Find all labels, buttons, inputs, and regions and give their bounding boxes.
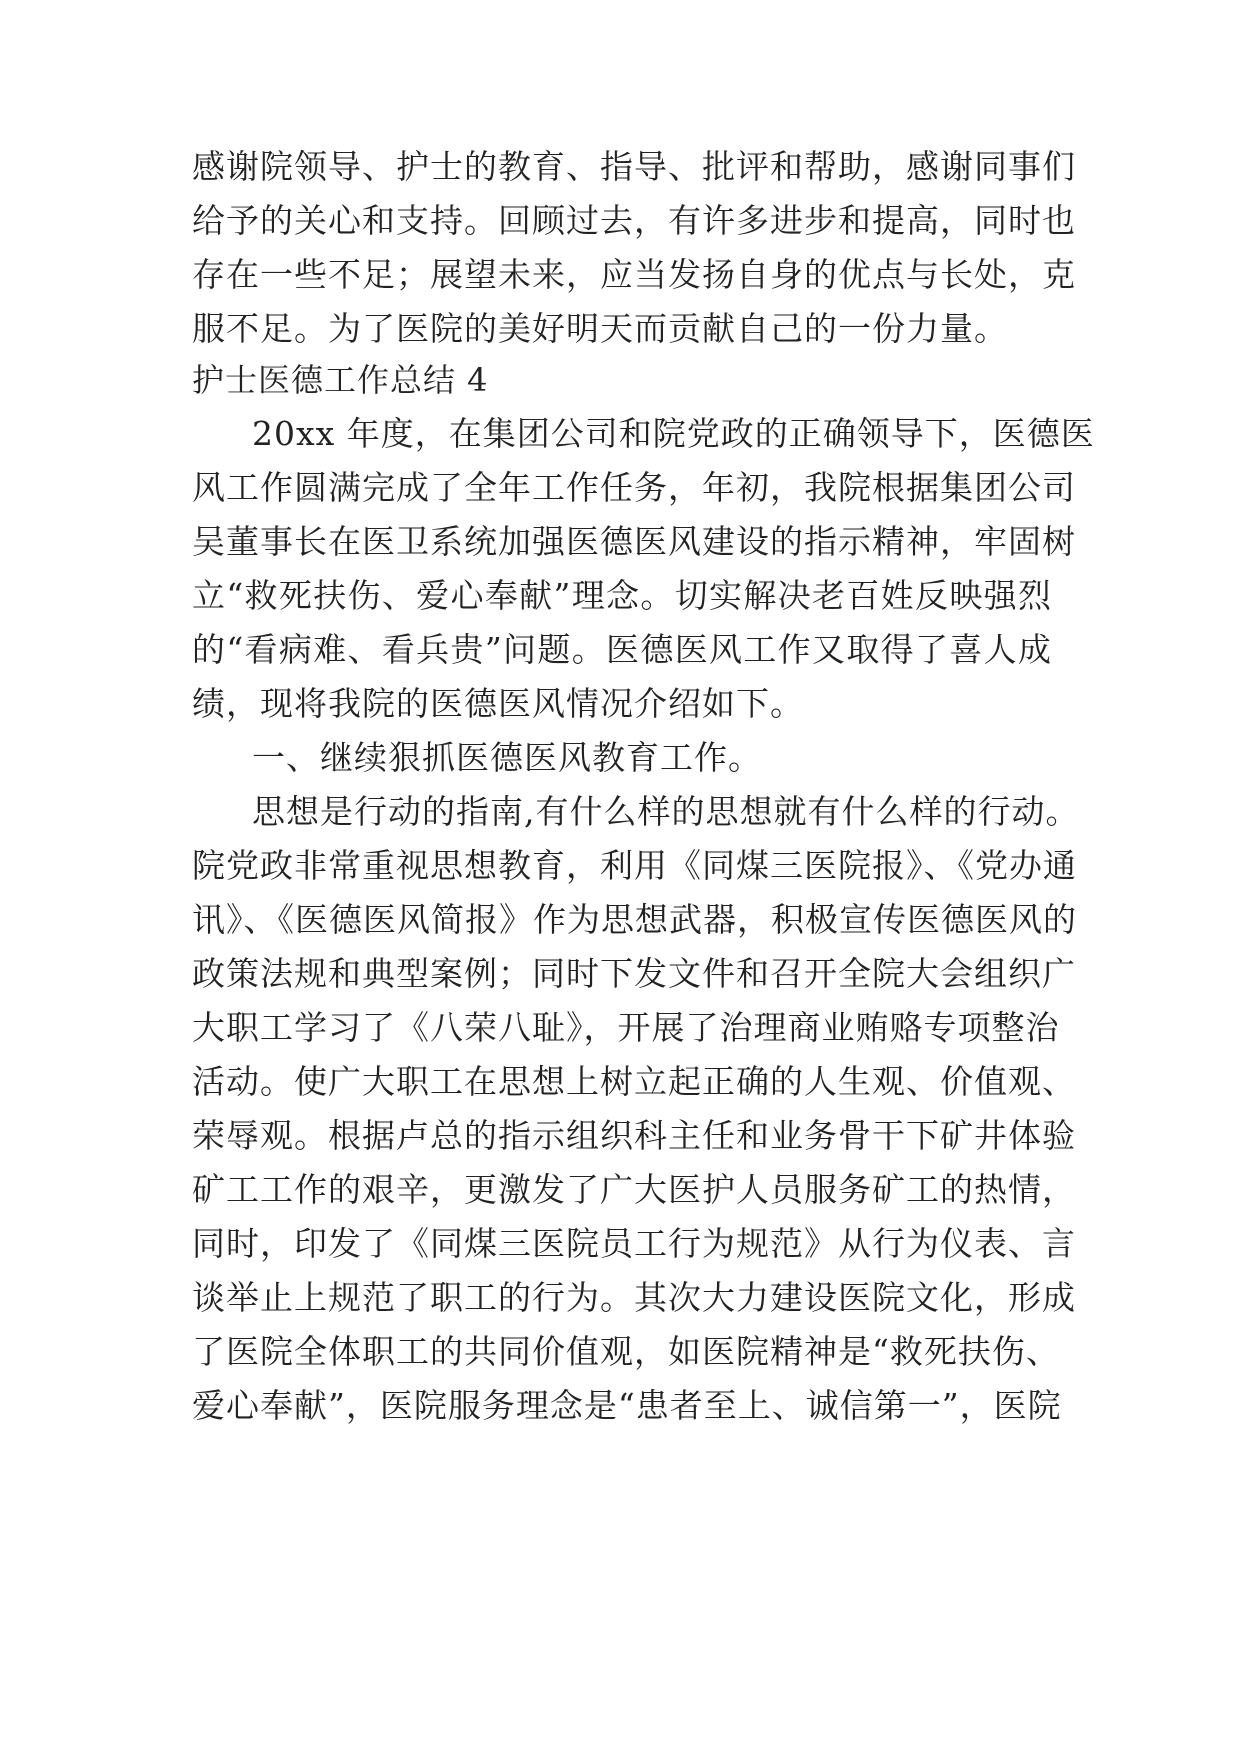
text-line: 服不足。为了医院的美好明天而贡献自己的一份力量。 xyxy=(192,309,1008,348)
paragraph-first-line: 思想是行动的指南,有什么样的思想就有什么样的行动。 xyxy=(252,792,1080,831)
text-line: 的“看病难、看兵贵”问题。医德医风工作又取得了喜人成 xyxy=(192,630,1052,669)
text-line: 活动。使广大职工在思想上树立起正确的人生观、价值观、 xyxy=(192,1062,1076,1101)
text-line: 矿工工作的艰辛，更激发了广大医护人员服务矿工的热情， xyxy=(192,1170,1076,1209)
subsection-heading: 一、继续狠抓医德医风教育工作。 xyxy=(252,738,762,777)
paragraph-first-line: 20xx 年度，在集团公司和院党政的正确领导下，医德医 xyxy=(252,414,1095,453)
text-line: 讯》、《医德医风简报》作为思想武器，积极宣传医德医风的 xyxy=(192,900,1077,939)
text-line: 吴董事长在医卫系统加强医德医风建设的指示精神，牢固树 xyxy=(192,522,1076,561)
text-line: 存在一些不足；展望未来，应当发扬自身的优点与长处，克 xyxy=(192,255,1076,294)
text-line: 了医院全体职工的共同价值观，如医院精神是“救死扶伤、 xyxy=(192,1332,1060,1371)
text-line: 政策法规和典型案例；同时下发文件和召开全院大会组织广 xyxy=(192,954,1076,993)
text-line: 给予的关心和支持。回顾过去，有许多进步和提高，同时也 xyxy=(192,201,1076,240)
text-line: 同时，印发了《同煤三医院员工行为规范》从行为仪表、言 xyxy=(192,1224,1076,1263)
text-line: 大职工学习了《八荣八耻》，开展了治理商业贿赂专项整治 xyxy=(192,1008,1060,1047)
text-line: 爱心奉献”，医院服务理念是“患者至上、诚信第一”，医院 xyxy=(192,1386,1062,1425)
text-line: 立“救死扶伤、爱心奉献”理念。切实解决老百姓反映强烈 xyxy=(192,576,1052,615)
text-line: 荣辱观。根据卢总的指示组织科主任和业务骨干下矿井体验 xyxy=(192,1116,1076,1155)
text-line: 感谢院领导、护士的教育、指导、批评和帮助，感谢同事们 xyxy=(192,147,1076,186)
text-line: 风工作圆满完成了全年工作任务，年初，我院根据集团公司 xyxy=(192,468,1076,507)
text-line: 谈举止上规范了职工的行为。其次大力建设医院文化，形成 xyxy=(192,1278,1076,1317)
section-heading: 护士医德工作总结 4 xyxy=(192,361,489,399)
text-line: 绩，现将我院的医德医风情况介绍如下。 xyxy=(192,684,804,723)
text-line: 院党政非常重视思想教育，利用《同煤三医院报》、《党办通 xyxy=(192,846,1077,885)
